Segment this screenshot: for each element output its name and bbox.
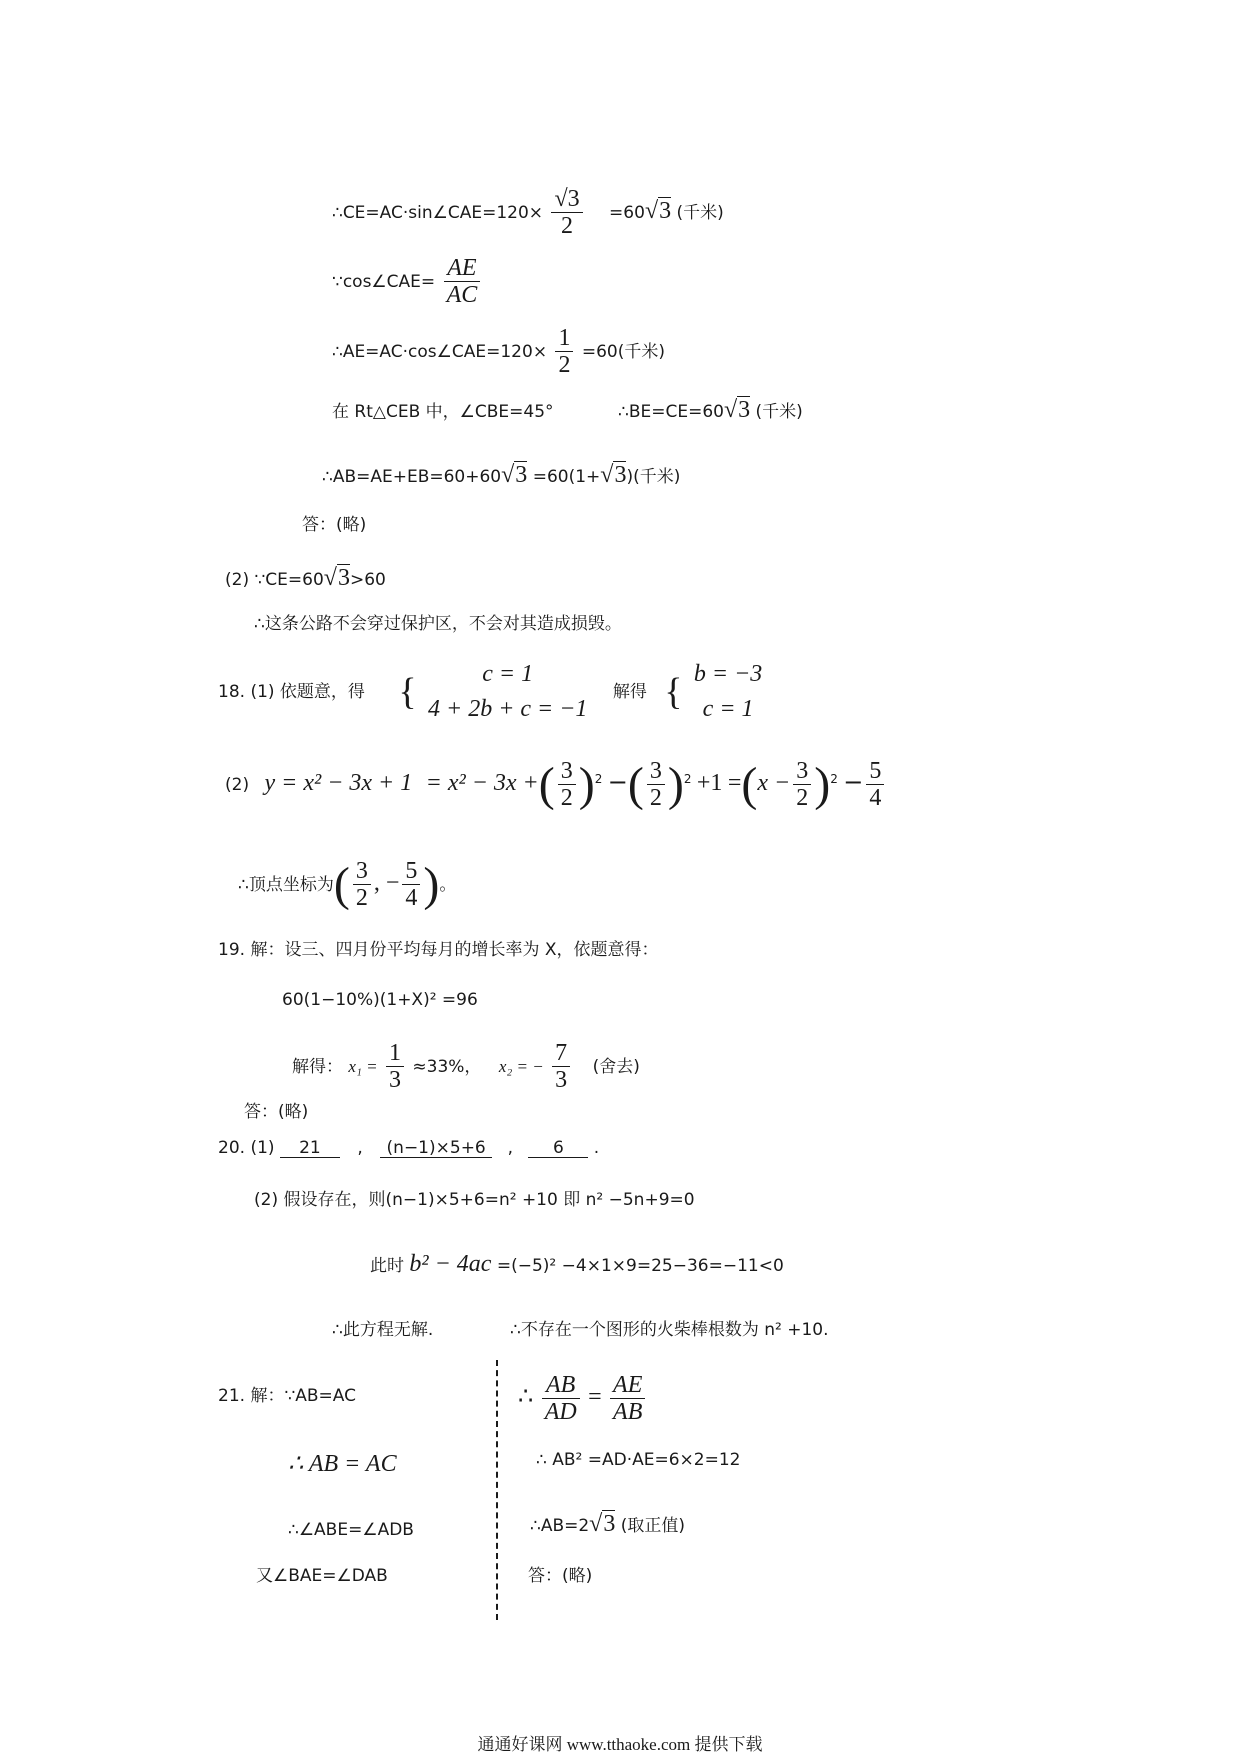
q19-setup: 19. 解：设三、四月份平均每月的增长率为 X，依题意得： bbox=[218, 940, 659, 960]
fraction bbox=[610, 1372, 645, 1426]
line-ae bbox=[332, 325, 665, 379]
text: (2) bbox=[225, 774, 250, 795]
numerator: 3 bbox=[649, 758, 662, 784]
text: =(−5)² −4×1×9=25−36=−11<0 bbox=[496, 1256, 784, 1276]
q18-part2: (2) y = x² − 3x + 1 = x² − 3x +( $\frac{3}{2}$ )$^2$ −( $\frac{3}{2}$ )$^2$ +1 =(x − $\frac{3}{2}$ )$^2$ − $\frac{5}{4}$ bbox=[225, 758, 887, 812]
text: 此时 bbox=[370, 1256, 404, 1276]
line-rt bbox=[332, 404, 554, 421]
text: =60(千米) bbox=[581, 341, 666, 362]
text: ∴AB=2 bbox=[530, 1516, 590, 1536]
fraction bbox=[552, 1040, 570, 1094]
text: 20. (1) bbox=[218, 1138, 275, 1158]
blank-3: 6 bbox=[528, 1140, 588, 1158]
denominator: 2 bbox=[796, 785, 809, 812]
denominator: 2 bbox=[561, 213, 574, 240]
q21-l2: ∴ AB = AC bbox=[288, 1451, 397, 1477]
text: 18. (1) 依题意，得 bbox=[218, 681, 365, 702]
line-ab bbox=[322, 463, 680, 487]
numerator: 3 bbox=[355, 858, 368, 884]
expr: y = x² − 3x + 1 bbox=[264, 769, 413, 796]
fraction bbox=[866, 758, 884, 812]
sqrt3: √3 bbox=[589, 1511, 616, 1537]
denominator: 2 bbox=[649, 785, 662, 812]
text: (取正值) bbox=[620, 1516, 686, 1536]
denominator: 2 bbox=[560, 785, 573, 812]
text: ∴AE=AC·cos∠CAE=120× bbox=[332, 341, 548, 362]
text: ∴BE=CE=60 bbox=[618, 402, 724, 422]
q19-solution bbox=[292, 1040, 640, 1094]
line-ce-compare bbox=[225, 566, 386, 590]
q20-discriminant bbox=[370, 1252, 784, 1276]
fraction bbox=[402, 858, 420, 912]
text: ∵cos∠CAE= bbox=[332, 271, 436, 292]
denominator: AB bbox=[613, 1399, 643, 1426]
q18-vertex: ∴顶点坐标为( $\frac{3}{2}$ , − $\frac{5}{4}$ )。 bbox=[238, 857, 457, 912]
q20-conclusion: ∴不存在一个图形的火柴棒根数为 n² +10. bbox=[510, 1320, 829, 1340]
fraction bbox=[386, 1040, 404, 1094]
numerator: 1 bbox=[389, 1040, 401, 1066]
q20-part2: (2) 假设存在，则(n−1)×5+6=n² +10 即 n² −5n+9=0 bbox=[254, 1190, 695, 1210]
text: (千米) bbox=[755, 402, 803, 422]
text: =60(1+ bbox=[532, 467, 601, 487]
text: >60 bbox=[349, 570, 386, 590]
eq: c = 1 bbox=[702, 695, 754, 722]
text: 在 Rt△CEB 中，∠CBE=45° bbox=[332, 402, 554, 422]
plus-one: +1 bbox=[696, 769, 723, 796]
sqrt3: √3 bbox=[501, 462, 528, 488]
q19-equation: 60(1−10%)(1+X)² =96 bbox=[282, 990, 478, 1010]
denominator: 3 bbox=[555, 1067, 568, 1094]
q21-l3: ∴∠ABE=∠ADB bbox=[288, 1520, 414, 1540]
blank-2: (n−1)×5+6 bbox=[380, 1140, 492, 1158]
numerator: √3 bbox=[554, 186, 580, 212]
text: ∴CE=AC·sin∠CAE=120× bbox=[332, 202, 544, 223]
denominator: 3 bbox=[389, 1067, 401, 1094]
minus: − bbox=[843, 767, 864, 796]
solution-system bbox=[694, 657, 762, 727]
q21-r3 bbox=[530, 1512, 685, 1536]
eq: 4 + 2b + c = −1 bbox=[428, 695, 588, 722]
eq: c = 1 bbox=[482, 661, 534, 687]
numerator: 3 bbox=[560, 758, 573, 784]
x1: x₁ = bbox=[348, 1056, 378, 1076]
footer: 通通好课网 www.tthaoke.com 提供下载 bbox=[477, 1735, 763, 1754]
numerator: 1 bbox=[558, 325, 571, 351]
minus: − bbox=[607, 767, 628, 796]
fraction bbox=[353, 858, 371, 912]
numerator: AB bbox=[546, 1372, 576, 1398]
denominator: AD bbox=[544, 1399, 577, 1426]
expr: = x² − 3x + bbox=[425, 769, 539, 796]
q21-l1: 21. 解：∵AB=AC bbox=[218, 1386, 356, 1406]
fraction bbox=[793, 758, 811, 812]
fraction bbox=[444, 255, 481, 309]
fraction bbox=[647, 758, 665, 812]
equation-system bbox=[428, 657, 587, 727]
text: =60 bbox=[609, 202, 645, 223]
fraction bbox=[551, 186, 582, 240]
denominator: 4 bbox=[869, 785, 882, 812]
fraction bbox=[555, 325, 573, 379]
text: ∴AB=AE+EB=60+60 bbox=[322, 467, 502, 487]
denominator: 2 bbox=[558, 352, 571, 379]
text: (2) ∵CE=60 bbox=[225, 570, 324, 590]
text: (舍去) bbox=[592, 1056, 640, 1077]
text: . bbox=[593, 1138, 600, 1158]
q21-answer: 答：(略) bbox=[528, 1566, 593, 1586]
q20-part1: 20. (1) 21 , (n−1)×5+6 , 6 . bbox=[218, 1138, 600, 1158]
fraction bbox=[558, 758, 576, 812]
numerator: 7 bbox=[555, 1040, 568, 1066]
q21-ratio: ∴ $\frac{AB}{AD}$ = $\frac{AE}{AB}$ bbox=[518, 1372, 648, 1426]
line-ce bbox=[332, 186, 724, 240]
conclusion: ∴这条公路不会穿过保护区，不会对其造成损毁。 bbox=[254, 614, 622, 634]
numerator: 5 bbox=[869, 758, 882, 784]
text: 解得 bbox=[612, 681, 647, 702]
text: 。 bbox=[439, 874, 457, 895]
q18-part1: 18. (1) 依题意，得 { c = 1 4 + 2b + c = −1 解得 { b = −3 c = 1 bbox=[218, 657, 768, 727]
sqrt3: √3 bbox=[644, 197, 672, 224]
numerator: AE bbox=[613, 1372, 643, 1398]
numerator: 5 bbox=[405, 858, 418, 884]
eq: b = −3 bbox=[693, 661, 763, 687]
answer-19: 答：(略) bbox=[244, 1102, 309, 1122]
q21-r2: ∴ AB² =AD·AE=6×2=12 bbox=[536, 1450, 741, 1470]
blank-1: 21 bbox=[280, 1140, 340, 1158]
numerator: AE bbox=[447, 255, 477, 281]
text: )(千米) bbox=[626, 467, 681, 487]
sqrt3: √3 bbox=[723, 397, 751, 423]
denominator: 2 bbox=[355, 885, 368, 912]
text: ∴顶点坐标为 bbox=[238, 874, 334, 895]
text: 解得： bbox=[292, 1056, 343, 1077]
equals: = bbox=[727, 769, 742, 796]
denominator: AC bbox=[446, 282, 478, 309]
x-minus: x − bbox=[757, 769, 791, 796]
fraction bbox=[542, 1372, 580, 1426]
expr: b² − 4ac bbox=[409, 1251, 492, 1277]
q20-no-solution: ∴此方程无解. bbox=[332, 1320, 434, 1340]
text: (千米) bbox=[676, 202, 724, 223]
column-divider bbox=[496, 1360, 498, 1620]
answer-1: 答：(略) bbox=[302, 515, 367, 535]
sqrt3: √3 bbox=[323, 565, 350, 591]
line-cos bbox=[332, 255, 483, 309]
sqrt3: √3 bbox=[600, 462, 627, 488]
denominator: 4 bbox=[405, 885, 418, 912]
q21-l4: 又∠BAE=∠DAB bbox=[256, 1566, 388, 1586]
numerator: 3 bbox=[796, 758, 809, 784]
x2: x₂ = − bbox=[498, 1056, 544, 1076]
text: ≈33%， bbox=[412, 1056, 482, 1077]
line-be bbox=[618, 398, 803, 422]
